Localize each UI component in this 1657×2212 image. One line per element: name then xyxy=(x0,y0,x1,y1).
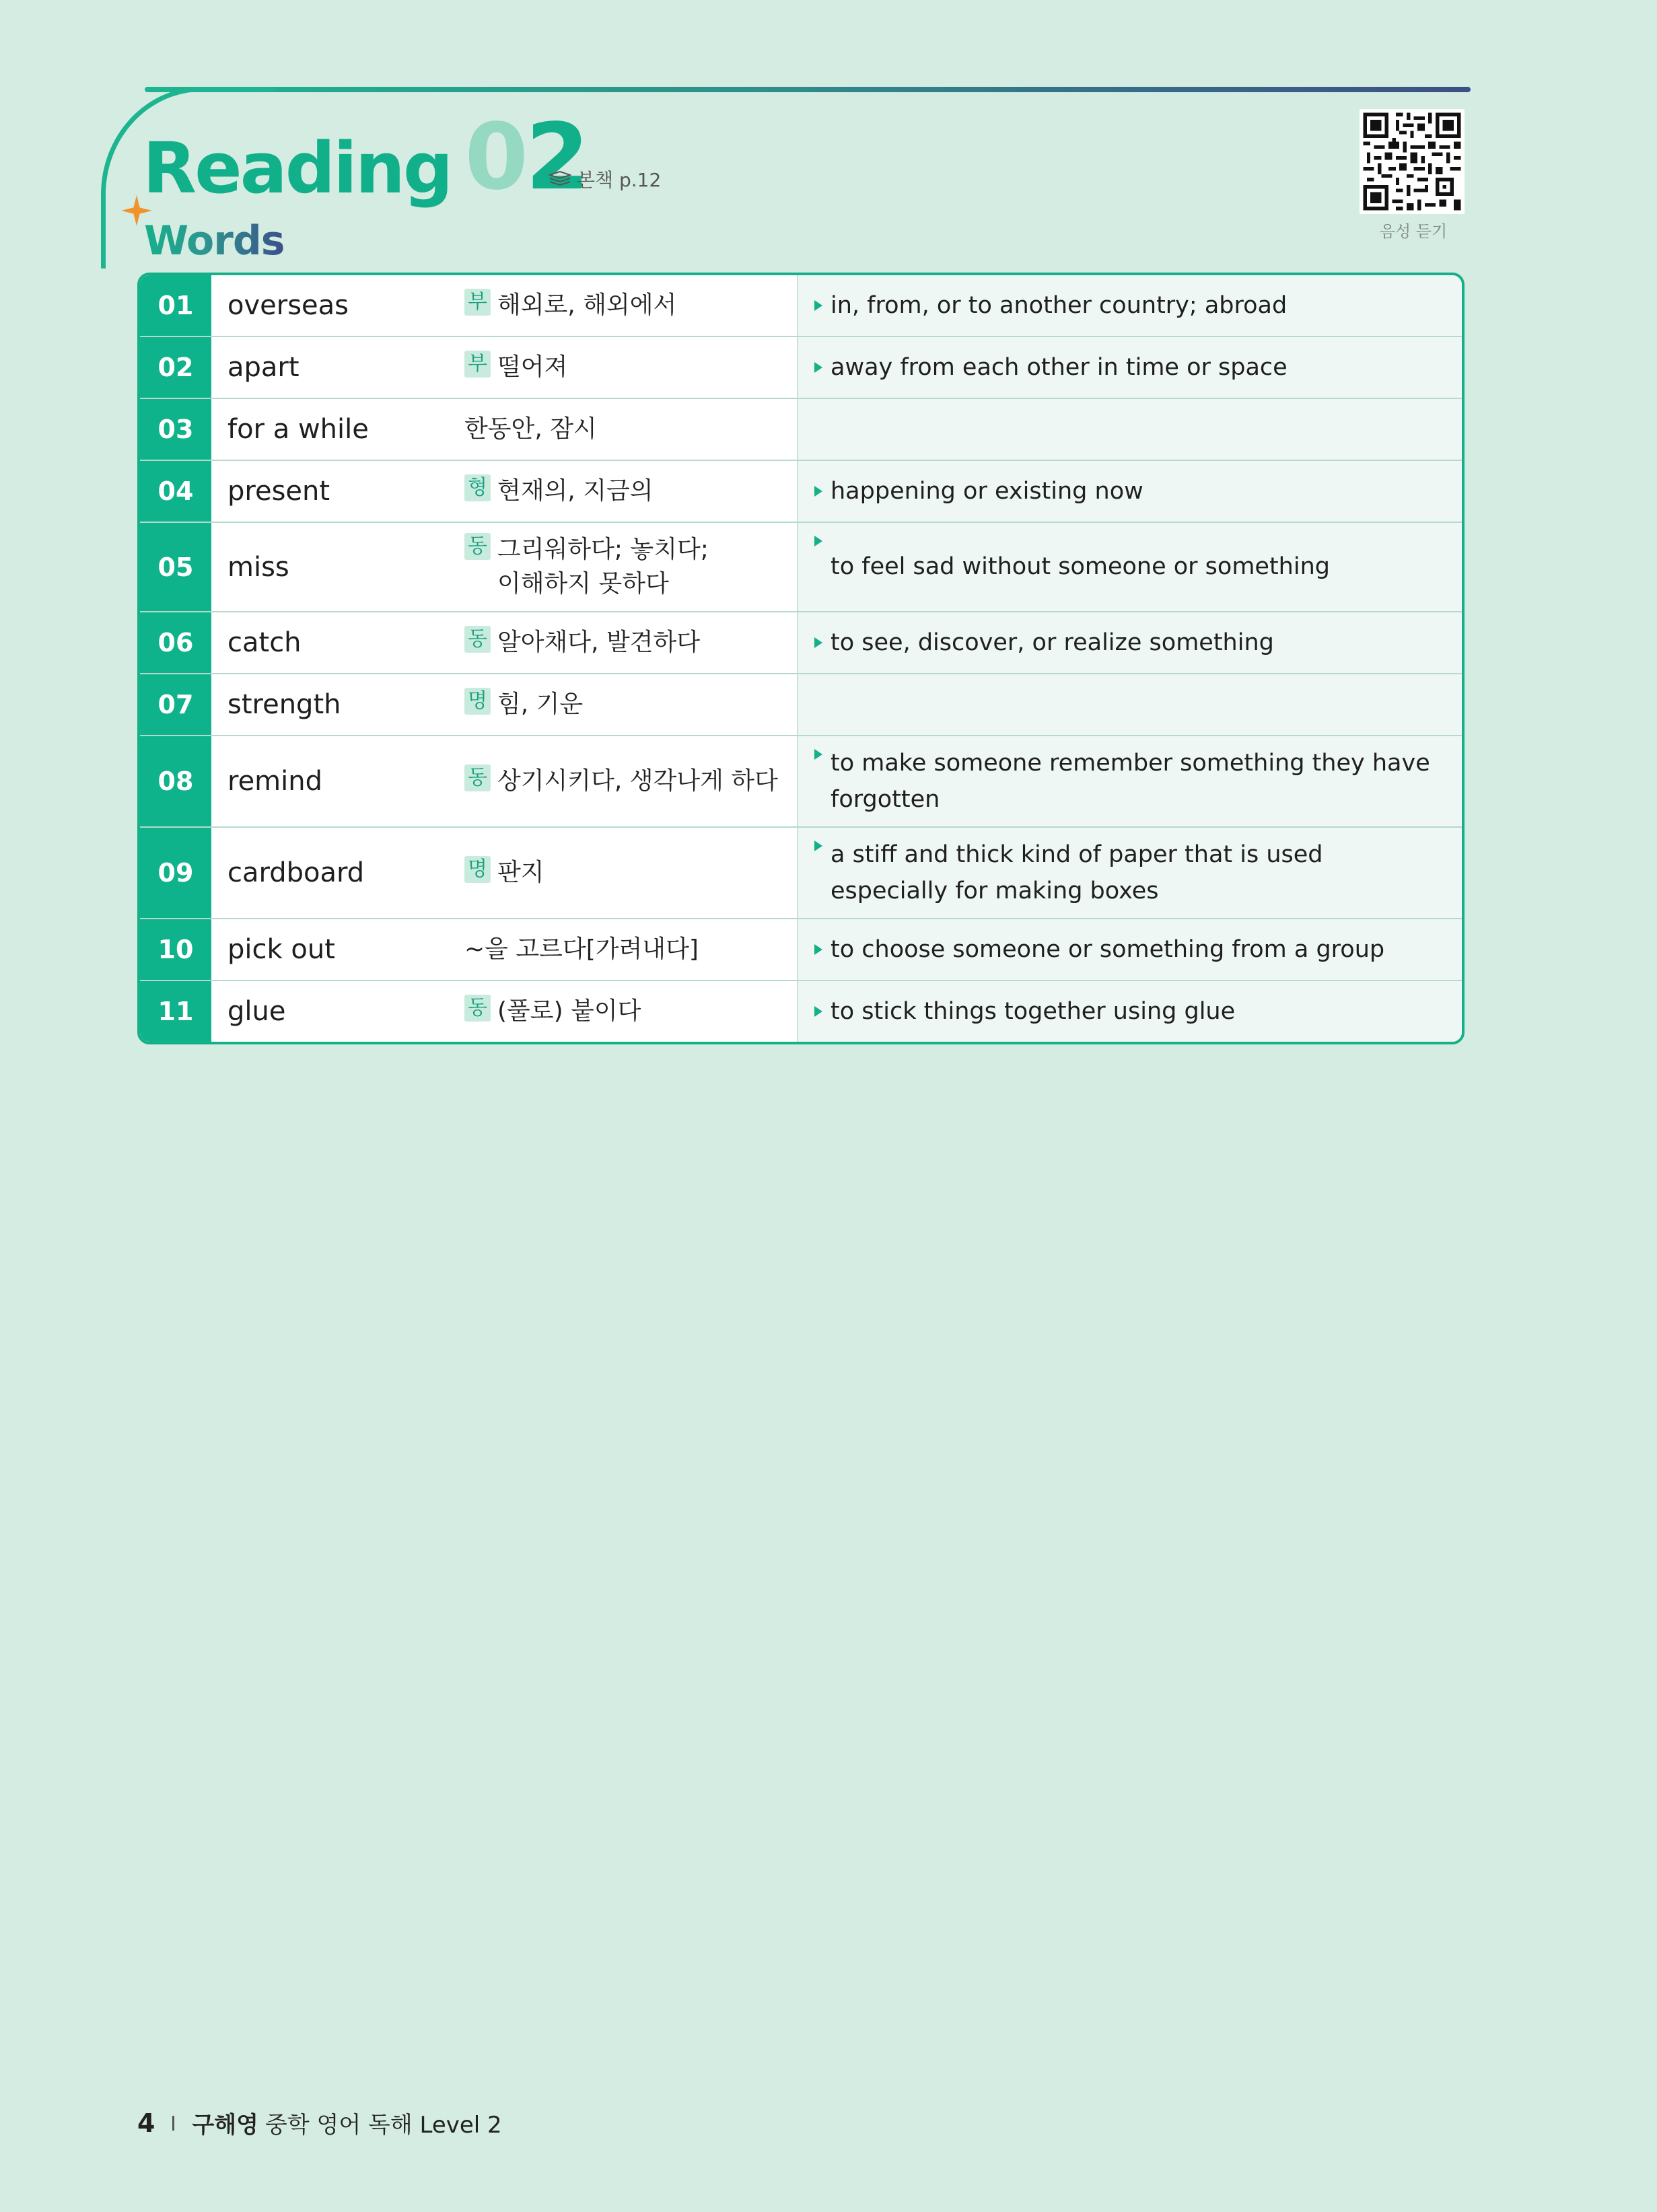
table-row xyxy=(140,919,1462,981)
table-row xyxy=(140,461,1462,523)
qr-audio-label: 음성 듣기 xyxy=(1379,222,1448,241)
table-row xyxy=(140,612,1462,674)
english-word: remind xyxy=(211,736,448,826)
part-of-speech-badge: 명 xyxy=(464,856,491,883)
vocabulary-table xyxy=(137,273,1465,1044)
meaning-text xyxy=(497,474,654,508)
meaning-wrapper xyxy=(464,764,778,798)
korean-meaning xyxy=(448,461,798,522)
meaning-wrapper xyxy=(464,289,676,322)
table-row xyxy=(140,337,1462,399)
footer-divider xyxy=(172,2116,174,2131)
meaning-text xyxy=(464,413,597,446)
meaning-line: 떨어져 xyxy=(497,353,568,381)
meaning-line: 상기시키다, 생각나게 하다 xyxy=(497,766,778,795)
word-number: 03 xyxy=(140,399,211,460)
word-number: 06 xyxy=(140,612,211,673)
meaning-text xyxy=(497,351,567,384)
definition-text: in, from, or to another country; abroad xyxy=(831,291,1288,319)
page-title xyxy=(143,104,587,211)
title-word: Reading xyxy=(143,127,452,209)
meaning-text xyxy=(497,626,700,659)
english-definition xyxy=(798,461,1462,522)
definition-text: to stick things together using glue xyxy=(831,997,1236,1025)
meaning-wrapper xyxy=(464,688,583,721)
bullet-triangle-icon xyxy=(814,1006,822,1017)
table-row xyxy=(140,523,1462,612)
english-word: glue xyxy=(211,981,448,1042)
meaning-wrapper xyxy=(464,413,597,446)
definition-text: a stiff and thick kind of paper that is used especially for making boxes xyxy=(831,841,1323,904)
part-of-speech-badge: 동 xyxy=(464,626,491,653)
bullet-triangle-icon xyxy=(814,841,822,851)
definition-text: away from each other in time or space xyxy=(831,353,1288,381)
table-row xyxy=(140,981,1462,1042)
title-number-second-digit: 2 xyxy=(526,104,587,211)
table-row xyxy=(140,674,1462,736)
bullet-triangle-icon xyxy=(814,362,822,373)
english-word: catch xyxy=(211,612,448,673)
footer-book-title: 중학 영어 독해 Level 2 xyxy=(265,2112,502,2139)
word-number: 10 xyxy=(140,919,211,980)
header-rule xyxy=(145,87,1471,92)
qr-code[interactable] xyxy=(1360,109,1465,214)
korean-meaning xyxy=(448,919,798,980)
english-definition xyxy=(798,736,1462,826)
bullet-triangle-icon xyxy=(814,749,822,760)
korean-meaning xyxy=(448,674,798,735)
english-definition xyxy=(798,399,1462,460)
english-word: for a while xyxy=(211,399,448,460)
korean-meaning xyxy=(448,828,798,918)
part-of-speech-badge: 부 xyxy=(464,351,491,378)
word-number: 07 xyxy=(140,674,211,735)
meaning-wrapper xyxy=(464,474,654,508)
meaning-line: 이해하지 못하다 xyxy=(497,569,669,598)
english-word: cardboard xyxy=(211,828,448,918)
definition-text: to see, discover, or realize something xyxy=(831,629,1274,656)
meaning-text xyxy=(497,995,641,1028)
word-number: 04 xyxy=(140,461,211,522)
word-number: 05 xyxy=(140,523,211,611)
meaning-wrapper xyxy=(464,626,700,659)
meaning-line: 해외로, 해외에서 xyxy=(497,291,677,319)
definition-text: to feel sad without someone or something xyxy=(831,553,1330,581)
meaning-wrapper xyxy=(464,995,641,1028)
definition-text: to make someone remember something they have forgotten xyxy=(831,749,1430,813)
meaning-line: 그리워하다; 놓치다; xyxy=(497,536,709,564)
meaning-text xyxy=(497,688,583,721)
english-definition xyxy=(798,523,1462,611)
title-number-first-digit: 0 xyxy=(464,104,526,211)
bullet-triangle-icon xyxy=(814,637,822,648)
english-definition xyxy=(798,828,1462,918)
english-definition xyxy=(798,981,1462,1042)
section-title: Words xyxy=(144,217,285,264)
book-stack-icon xyxy=(549,171,571,187)
meaning-text xyxy=(497,764,778,798)
english-word: pick out xyxy=(211,919,448,980)
part-of-speech-badge: 부 xyxy=(464,289,491,316)
table-row xyxy=(140,736,1462,828)
korean-meaning xyxy=(448,981,798,1042)
korean-meaning xyxy=(448,275,798,336)
meaning-text xyxy=(497,289,676,322)
bullet-triangle-icon xyxy=(814,486,822,497)
meaning-line: 힘, 기운 xyxy=(497,690,584,718)
meaning-line: (풀로) 붙이다 xyxy=(497,997,641,1025)
word-number: 02 xyxy=(140,337,211,398)
meaning-wrapper xyxy=(464,351,567,384)
part-of-speech-badge: 동 xyxy=(464,995,491,1022)
english-word: miss xyxy=(211,523,448,611)
english-definition xyxy=(798,674,1462,735)
meaning-wrapper xyxy=(464,933,699,966)
definition-text: to choose someone or something from a group xyxy=(831,935,1385,963)
definition-text: happening or existing now xyxy=(831,477,1143,505)
meaning-text xyxy=(497,533,709,601)
meaning-line: ~을 고르다[가려내다] xyxy=(464,935,699,963)
korean-meaning xyxy=(448,612,798,673)
meaning-line: 알아채다, 발견하다 xyxy=(497,628,701,656)
english-definition xyxy=(798,919,1462,980)
meaning-line: 판지 xyxy=(497,858,544,886)
english-word: overseas xyxy=(211,275,448,336)
footer-brand: 구해영 xyxy=(192,2112,258,2139)
part-of-speech-badge: 동 xyxy=(464,533,491,560)
meaning-text xyxy=(497,856,544,890)
meaning-line: 현재의, 지금의 xyxy=(497,476,654,505)
korean-meaning xyxy=(448,523,798,611)
bullet-triangle-icon xyxy=(814,536,822,546)
part-of-speech-badge: 형 xyxy=(464,474,491,501)
korean-meaning xyxy=(448,736,798,826)
page-footer xyxy=(137,2106,502,2139)
english-word: apart xyxy=(211,337,448,398)
table-row xyxy=(140,399,1462,461)
meaning-text xyxy=(464,933,699,966)
english-definition xyxy=(798,275,1462,336)
korean-meaning xyxy=(448,399,798,460)
meaning-wrapper xyxy=(464,533,709,601)
table-row xyxy=(140,828,1462,919)
part-of-speech-badge: 동 xyxy=(464,764,491,791)
bullet-triangle-icon xyxy=(814,944,822,955)
bullet-triangle-icon xyxy=(814,300,822,311)
meaning-line: 한동안, 잠시 xyxy=(464,415,597,443)
page-reference-text: 본책 p.12 xyxy=(577,169,662,191)
meaning-wrapper xyxy=(464,856,544,890)
english-word: present xyxy=(211,461,448,522)
english-definition xyxy=(798,612,1462,673)
word-number: 11 xyxy=(140,981,211,1042)
korean-meaning xyxy=(448,337,798,398)
table-row xyxy=(140,275,1462,337)
word-number: 01 xyxy=(140,275,211,336)
word-number: 09 xyxy=(140,828,211,918)
english-definition xyxy=(798,337,1462,398)
word-number: 08 xyxy=(140,736,211,826)
textbook-page-reference xyxy=(549,166,661,192)
english-word: strength xyxy=(211,674,448,735)
part-of-speech-badge: 명 xyxy=(464,688,491,715)
footer-page-number: 4 xyxy=(137,2108,155,2138)
